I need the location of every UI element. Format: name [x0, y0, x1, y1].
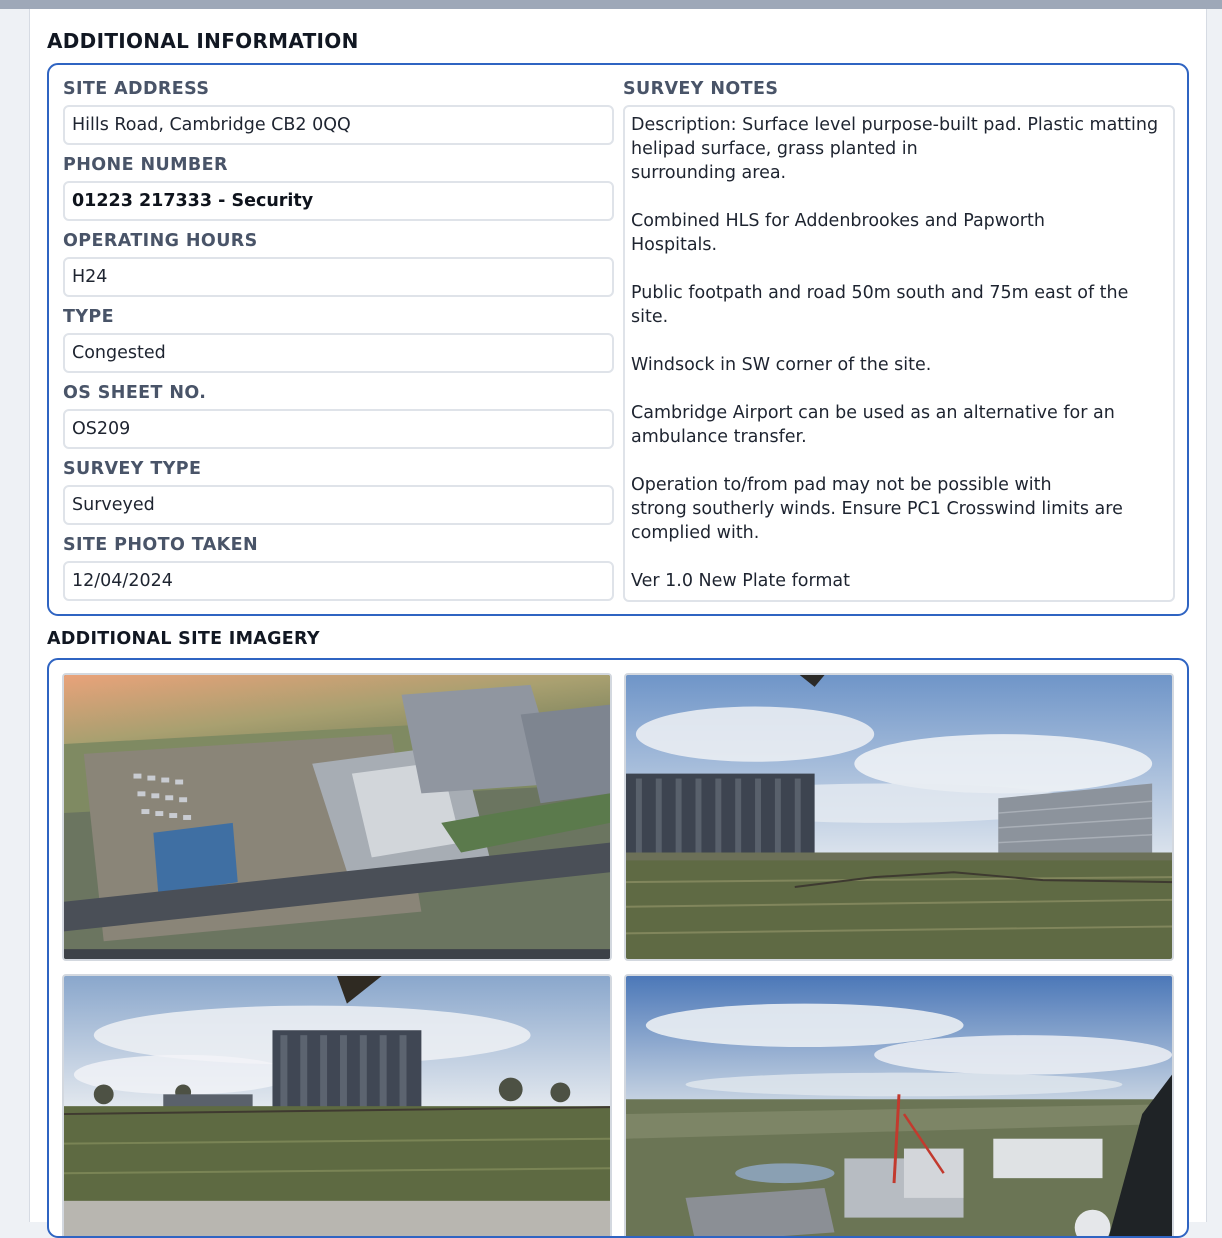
site-address-field[interactable]: Hills Road, Cambridge CB2 0QQ: [63, 105, 614, 145]
os-sheet-field[interactable]: OS209: [63, 409, 614, 449]
additional-information-heading: ADDITIONAL INFORMATION: [47, 29, 359, 53]
additional-site-imagery-heading: ADDITIONAL SITE IMAGERY: [47, 629, 320, 649]
site-photo-taken-field[interactable]: 12/04/2024: [63, 561, 614, 601]
os-sheet-label: OS SHEET NO.: [63, 383, 207, 403]
site-photo-aerial-city[interactable]: [624, 974, 1174, 1238]
site-imagery-panel: [47, 658, 1189, 1238]
additional-information-panel: [47, 63, 1189, 616]
phone-number-field[interactable]: 01223 217333 - Security: [63, 181, 614, 221]
operating-hours-field[interactable]: H24: [63, 257, 614, 297]
survey-notes-textarea[interactable]: Description: Surface level purpose-built pad. Plastic matting helipad surface, grass planted in surrounding area. Combined HLS for Addenbrookes and Papworth Hospitals. Public footpath and road 50m south and 75m east of the site. Windsock in SW corner of the site. Cambridge Airport can be used as an alternative for an ambulance transfer. Operation to/from pad may not be possible with strong southerly winds. Ensure PC1 Crosswind limits are complied with. Ver 1.0 New Plate format: [623, 105, 1175, 602]
site-photo-taken-label: SITE PHOTO TAKEN: [63, 535, 259, 555]
phone-number-label: PHONE NUMBER: [63, 155, 228, 175]
operating-hours-label: OPERATING HOURS: [63, 231, 258, 251]
site-photo-grass-office[interactable]: [62, 974, 612, 1238]
type-label: TYPE: [63, 307, 114, 327]
survey-type-label: SURVEY TYPE: [63, 459, 202, 479]
survey-type-field[interactable]: Surveyed: [63, 485, 614, 525]
type-field[interactable]: Congested: [63, 333, 614, 373]
site-address-label: SITE ADDRESS: [63, 79, 210, 99]
top-bar: [0, 0, 1222, 9]
survey-notes-label: SURVEY NOTES: [623, 79, 779, 99]
site-photo-aerial-construction[interactable]: [62, 673, 612, 961]
site-photo-field-buildings[interactable]: [624, 673, 1174, 961]
